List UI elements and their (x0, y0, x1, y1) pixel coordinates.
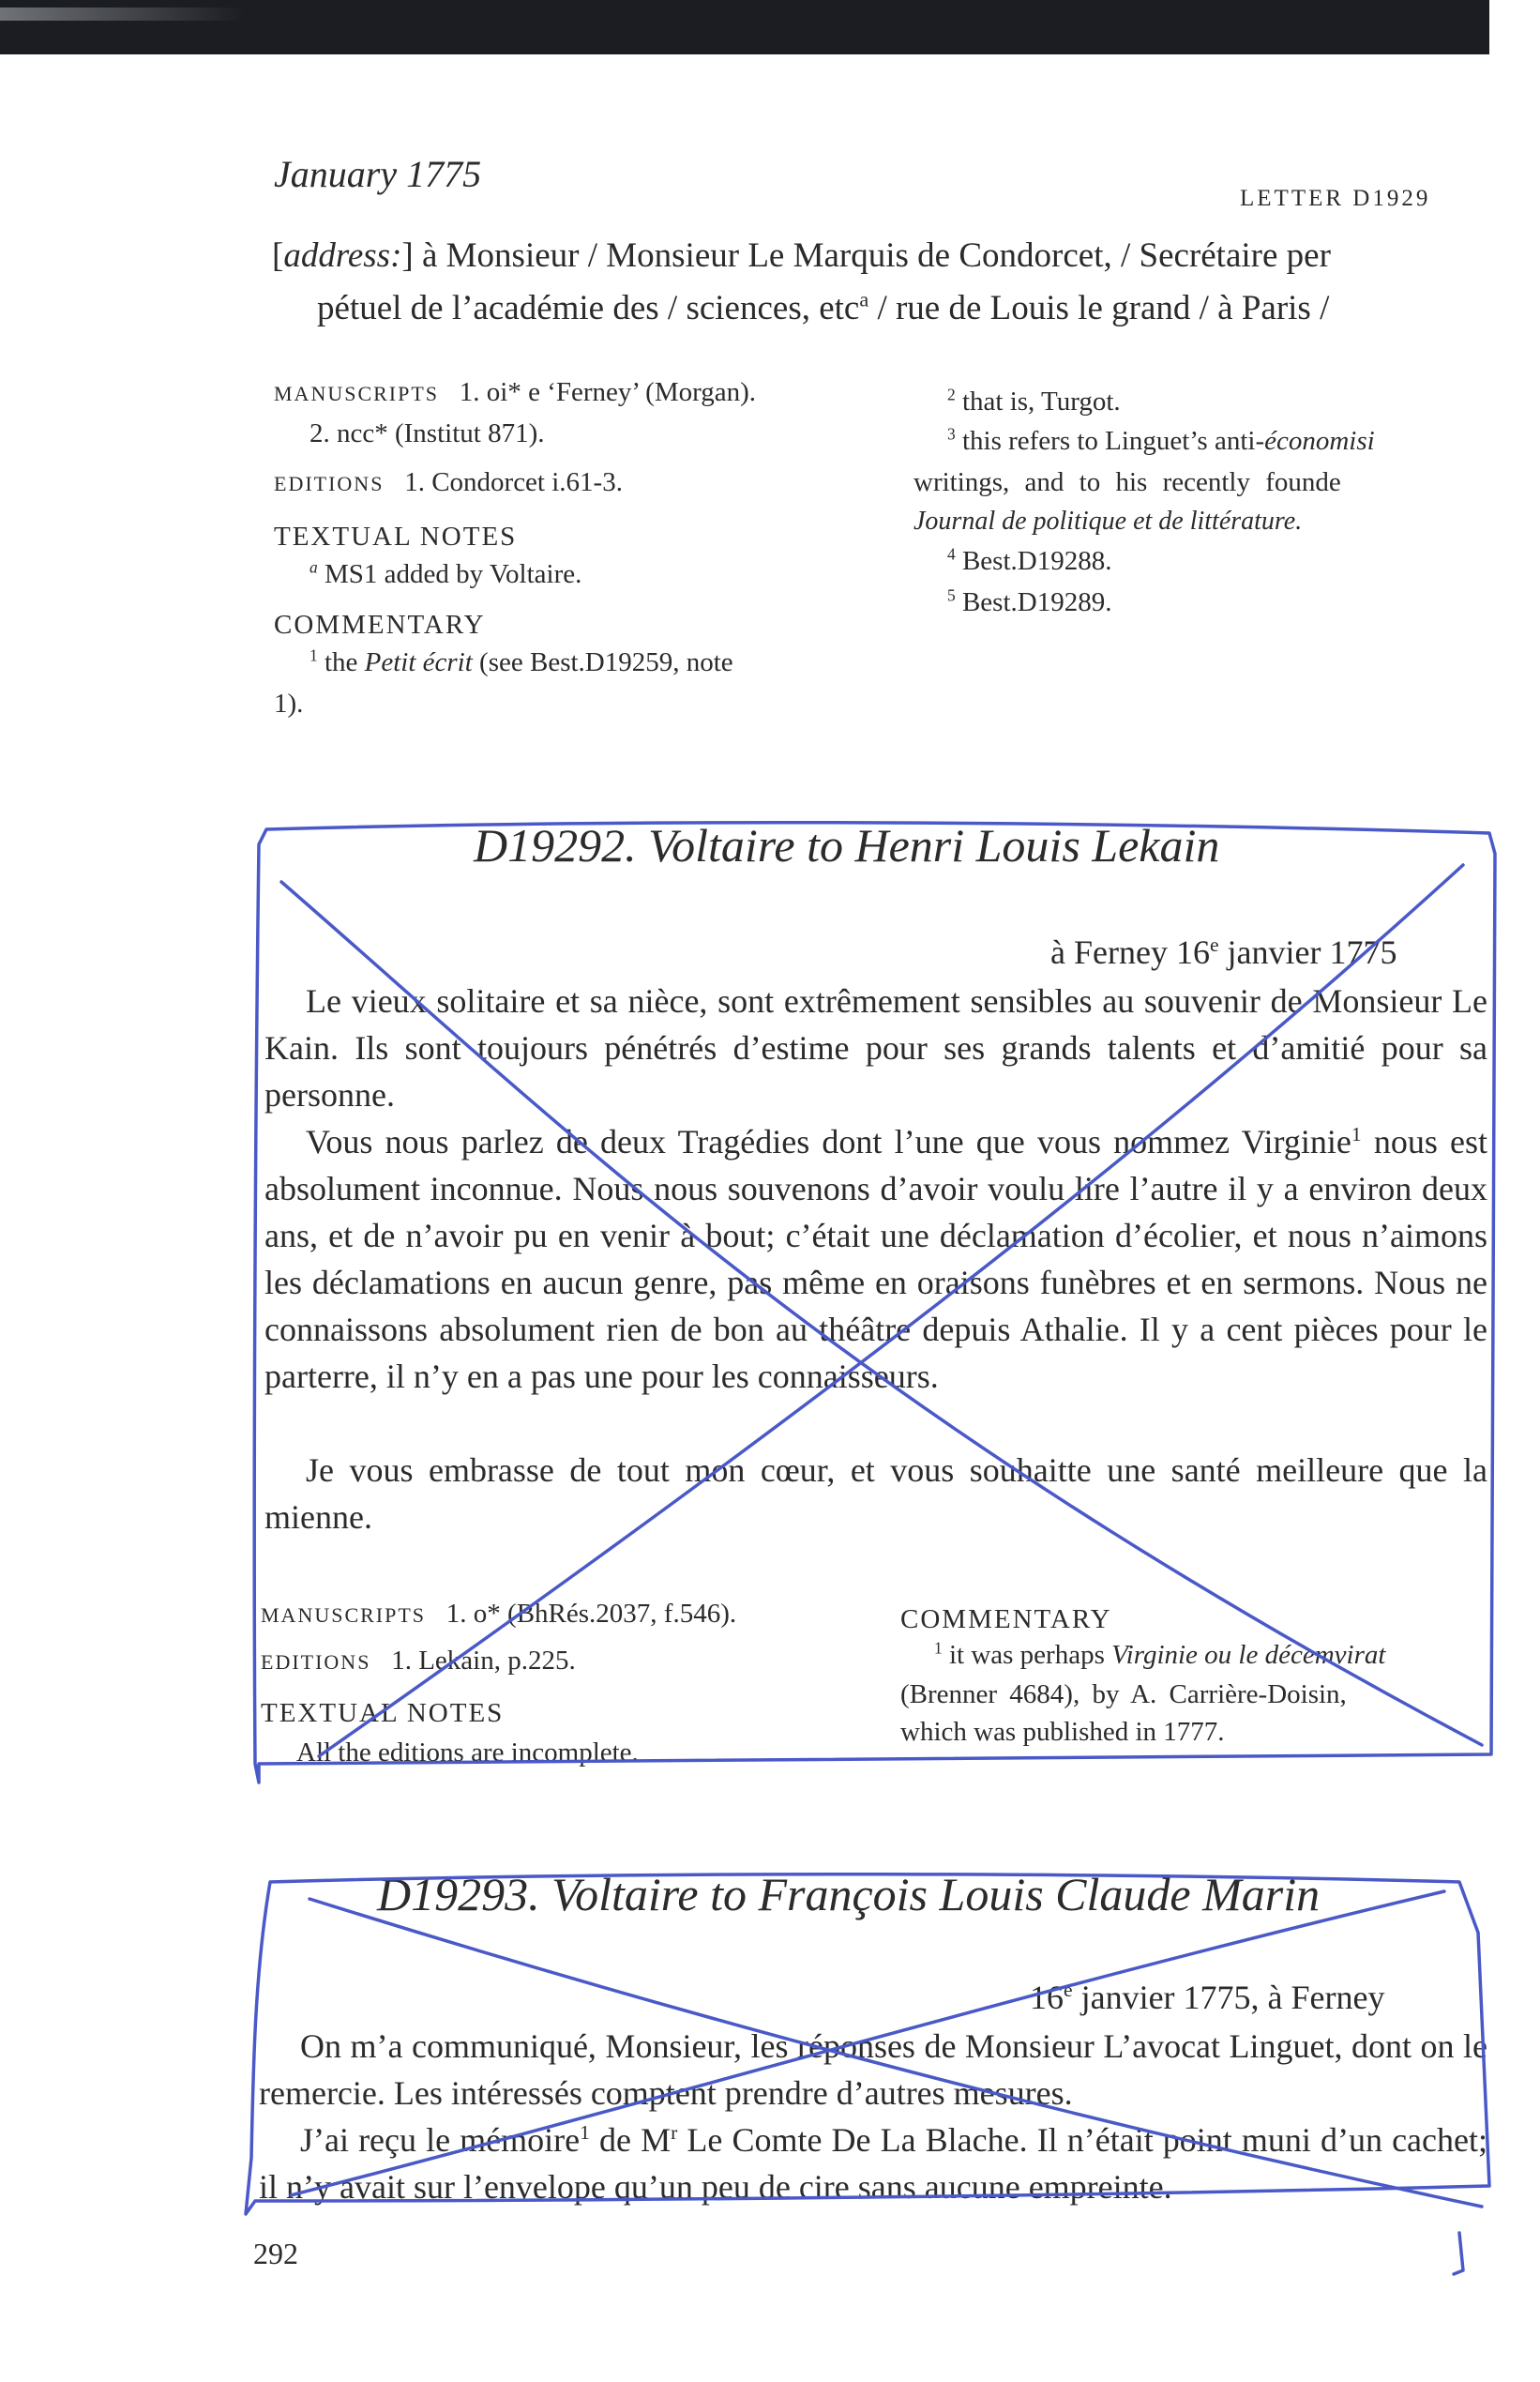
note-2-num: 2 (947, 385, 956, 404)
d19292-editions-label: EDITIONS (261, 1650, 371, 1674)
p2-rest: nous est absolument inconnue. Nous nous souvenons d’avoir voulu lire l’autre il y a environ deux ans, et de n’avoir pu en venir à bout; c’était une déclamation d’écolier, et nous n’aimons les déclamations en aucun genre, pas même en oraisons funèbres et en sermons. Nous ne connaissons absolument rien de bon au théâtre depuis Athalie. Il y a cent pièces pour le parterre, il n’y en a pas une pour les connaisseurs. (264, 1123, 1488, 1395)
note-2-text: that is, Turgot. (961, 387, 1121, 417)
box-1-cross-b (319, 865, 1463, 1756)
editions-label: EDITIONS (274, 472, 385, 495)
d19292-manuscripts-label: MANUSCRIPTS (261, 1603, 427, 1627)
page-header-letter-ref: LETTER D1929 (1240, 186, 1431, 211)
dateline-sup: e (1209, 933, 1219, 956)
commentary-note-num: 1 (310, 645, 318, 665)
page-number: 292 (253, 2237, 298, 2270)
d19292-textual-label: TEXTUAL NOTES (261, 1698, 505, 1728)
d19293-p2-a: J’ai reçu le mémoire (300, 2121, 581, 2159)
letter-d19292-paragraph-3: Je vous embrasse de tout mon cœur, et vous souhaitte une santé meilleure que la mienne. (264, 1451, 1487, 1536)
commentary-text-a: the (324, 647, 365, 677)
textual-note-mark: a (310, 557, 318, 577)
note-5-num: 5 (947, 585, 956, 605)
note-3-emph: économisi (1264, 426, 1375, 456)
address-text-3: / rue de Louis le grand / à Paris / (868, 289, 1330, 327)
address-line-1: [address:] à Monsieur / Monsieur Le Marquis de Condorcet, / Secrétaire per (272, 236, 1331, 275)
d19292-commentary-cont-2: which was published in 1777. (900, 1717, 1225, 1747)
letter-d19293-paragraph-1: On m’a communiqué, Monsieur, les réponses de Monsieur L’avocat Linguet, dont on le remercie. Les intéressés comptent prendre d’autres mesures. (259, 2027, 1487, 2112)
d19293-p2-sup: r (671, 2121, 678, 2144)
d19292-commentary-title: Virginie ou le décemvirat (1111, 1640, 1386, 1670)
letter-d19292-paragraph-1: Le vieux solitaire et sa nièce, sont extrêmement sensibles au souvenir de Monsieur Le Kain. Ils sont toujours pénétrés d’estime pour ses grands talents et d’amitié pour sa personne. (264, 982, 1487, 1114)
box-2-cross-b (291, 1891, 1444, 2195)
d19292-manuscripts-entry: 1. o* (BhRés.2037, f.546). (445, 1599, 737, 1629)
d19293-dateline-sup: e (1064, 1979, 1073, 2001)
note-4-text: Best.D19288. (961, 546, 1112, 576)
d19293-p2-note: 1 (580, 2121, 590, 2144)
box-2-bracket (1454, 2233, 1463, 2274)
letter-d19292-title: D19292. Voltaire to Henri Louis Lekain (474, 819, 1220, 872)
d19292-commentary-label: COMMENTARY (900, 1604, 1112, 1634)
commentary-title: Petit écrit (364, 647, 473, 677)
d19293-dateline-end: janvier 1775, à Ferney (1072, 1979, 1385, 2016)
note-3-num: 3 (947, 424, 956, 444)
note-3-text-a: this refers to Linguet’s anti- (961, 426, 1265, 456)
p2-note-mark: 1 (1351, 1123, 1362, 1145)
dateline-end: janvier 1775 (1218, 933, 1397, 971)
letter-d19293-title: D19293. Voltaire to François Louis Claude Marin (377, 1868, 1321, 1920)
box-1-cross-a (281, 882, 1482, 1745)
note-3-cont: writings, and to his recently founde (913, 467, 1341, 497)
address-note-mark: a (859, 287, 869, 311)
d19293-dateline-day: 16 (1030, 1979, 1064, 2016)
page-header-date: January 1775 (274, 153, 482, 195)
dateline-text: à Ferney 16 (1050, 933, 1210, 971)
box-2-cross-a (310, 1899, 1482, 2207)
d19292-commentary-a: it was perhaps (948, 1640, 1112, 1670)
d19292-commentary-num: 1 (934, 1638, 943, 1658)
box-1-outline (254, 823, 1495, 1783)
address-label: address: (283, 236, 402, 275)
d19292-editions-entry: 1. Lekain, p.225. (391, 1646, 576, 1676)
textual-notes-label: TEXTUAL NOTES (274, 522, 518, 552)
commentary-label: COMMENTARY (274, 610, 486, 640)
note-3-journal: Journal de politique et de littérature. (913, 507, 1303, 536)
textual-note-text: MS1 added by Voltaire. (324, 559, 582, 589)
address-text-2: pétuel de l’académie des / sciences, etc (317, 289, 860, 327)
address-text-1: à Monsieur / Monsieur Le Marquis de Condorcet, / Secrétaire per (421, 236, 1331, 275)
p2-text: Vous nous parlez de deux Tragédies dont l’une que vous nommez Virginie (306, 1123, 1351, 1161)
d19293-p2-c: Le Comte De La Blache. Il n’était point muni d’un cachet; il n’y avait sur l’envelope qu’un peu de cire sans aucune empreinte. (259, 2121, 1487, 2206)
commentary-text-b: (see Best.D19259, note (472, 647, 733, 677)
note-5-text: Best.D19289. (961, 587, 1112, 617)
manuscripts-label: MANUSCRIPTS (274, 382, 440, 405)
d19292-commentary-cont: (Brenner 4684), by A. Carrière-Doisin, (900, 1679, 1347, 1709)
notes-top-manuscripts-2: 2. ncc* (Institut 871). (310, 418, 545, 448)
editions-entry-1: 1. Condorcet i.61-3. (404, 467, 623, 497)
manuscripts-entry-1: 1. oi* e ‘Ferney’ (Morgan). (459, 377, 757, 407)
commentary-entry-1-cont: 1). (274, 689, 304, 719)
note-4-num: 4 (947, 544, 956, 564)
d19293-p2-b: de M (589, 2121, 672, 2159)
d19292-textual-entry: All the editions are incomplete. (296, 1737, 639, 1768)
